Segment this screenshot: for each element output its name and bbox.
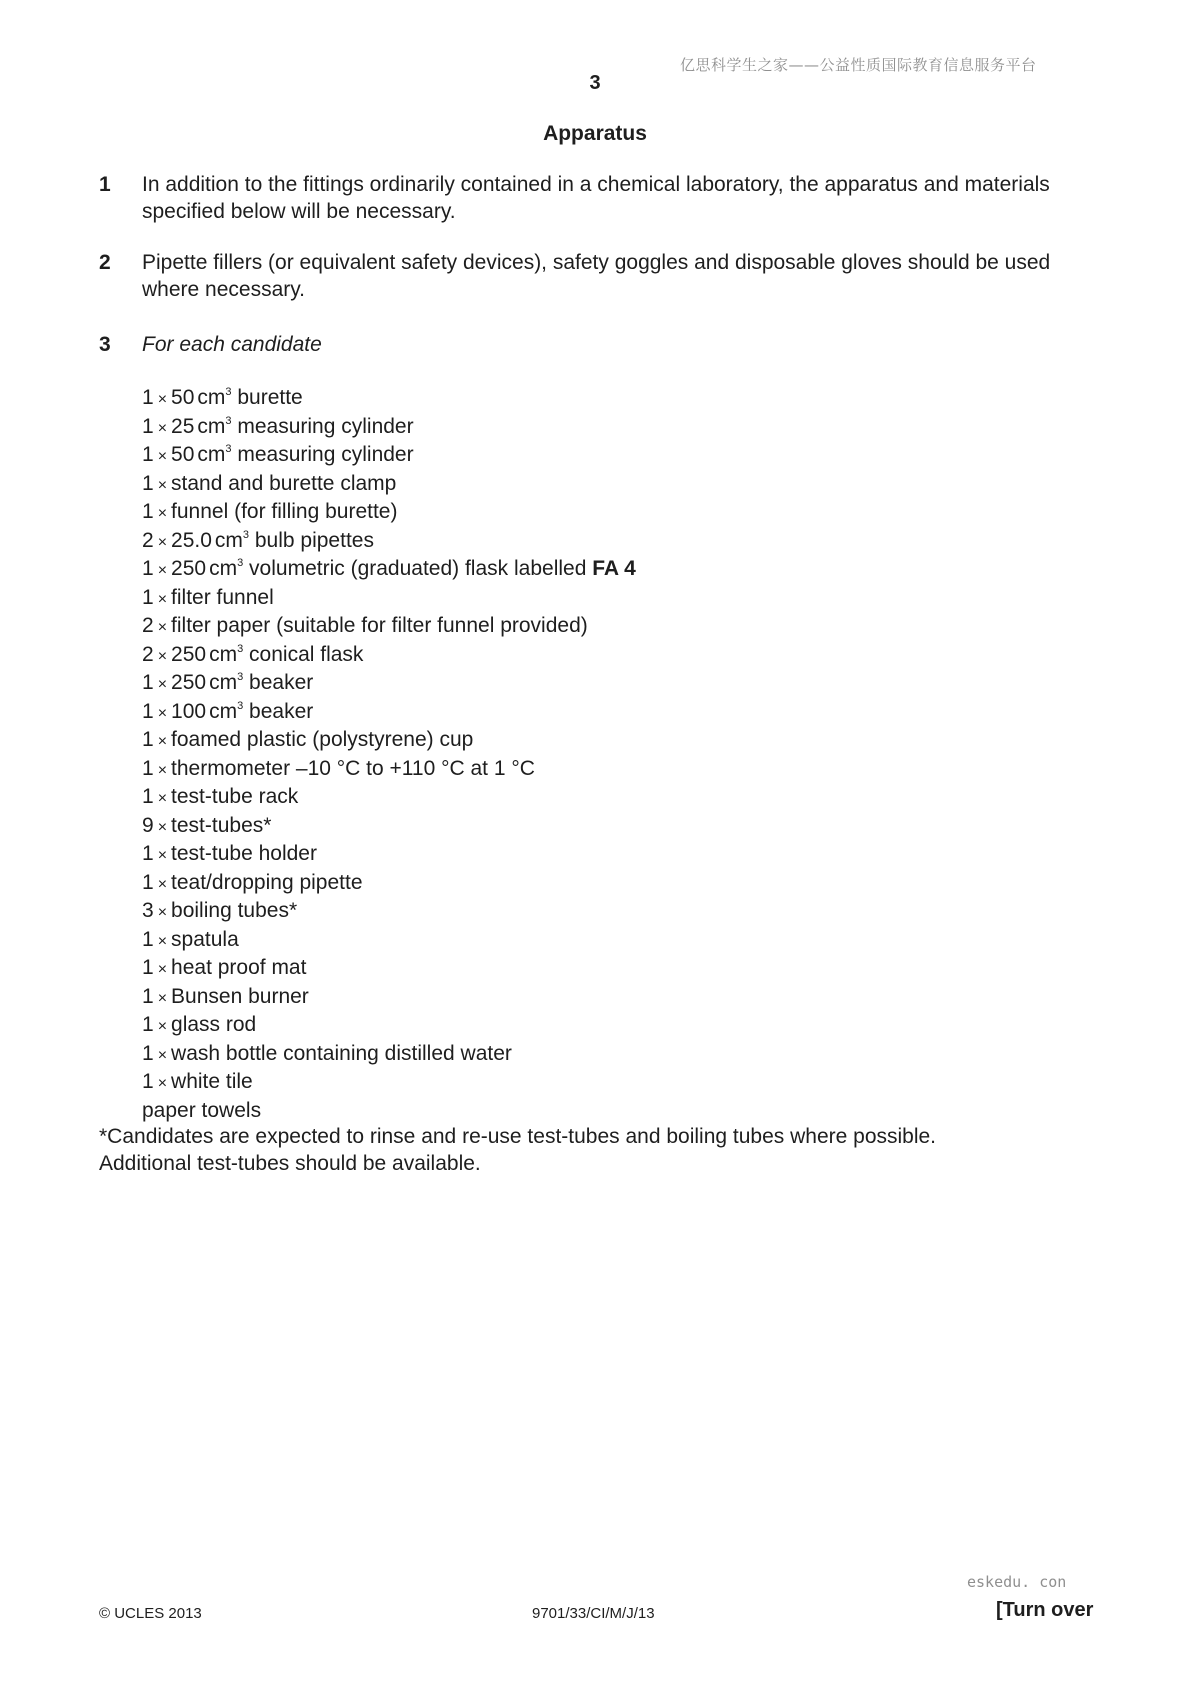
- apparatus-unit: cm: [197, 414, 226, 438]
- apparatus-description: volumetric (graduated) flask labelled: [249, 557, 587, 580]
- apparatus-qty: 1: [142, 557, 154, 580]
- multiply-sign: ×: [157, 904, 168, 921]
- multiply-sign: ×: [157, 932, 168, 950]
- multiply-sign: ×: [157, 989, 168, 1007]
- multiply-sign: ×: [157, 562, 168, 579]
- copyright: © UCLES 2013: [99, 1605, 202, 1622]
- apparatus-item: [142, 813, 636, 842]
- instruction-text: Pipette fillers (or equivalent safety devices), safety goggles and disposable gloves should be used where necessary.: [142, 251, 1051, 301]
- apparatus-description: filter funnel: [171, 585, 274, 609]
- apparatus-item: [142, 756, 636, 785]
- apparatus-description: spatula: [171, 927, 239, 951]
- multiply-sign: ×: [157, 391, 168, 408]
- apparatus-unit: cm: [197, 386, 226, 409]
- apparatus-item: [142, 841, 636, 870]
- apparatus-qty: 1: [142, 386, 154, 409]
- apparatus-qty: 1: [142, 1070, 154, 1093]
- footnote-line: Additional test-tubes should be available.: [99, 1151, 481, 1175]
- apparatus-description: test-tube holder: [171, 842, 317, 865]
- page-title: Apparatus: [543, 122, 647, 145]
- apparatus-item: [142, 784, 636, 813]
- apparatus-description: beaker: [249, 699, 314, 723]
- flask-label: FA 4: [592, 557, 636, 580]
- unit-superscript: 3: [225, 414, 232, 427]
- apparatus-description: glass rod: [171, 1013, 257, 1036]
- unit-superscript: 3: [237, 699, 244, 712]
- apparatus-item: [142, 442, 636, 471]
- multiply-sign: ×: [157, 476, 168, 494]
- apparatus-qty: 2: [142, 614, 154, 637]
- apparatus-item: [142, 642, 636, 671]
- apparatus-unit: cm: [209, 557, 238, 580]
- multiply-sign: ×: [157, 419, 168, 437]
- apparatus-item: [142, 727, 636, 756]
- apparatus-size: 25.0: [171, 528, 212, 552]
- apparatus-item: [142, 1041, 636, 1070]
- apparatus-qty: 3: [142, 899, 154, 922]
- unit-superscript: 3: [237, 557, 244, 569]
- header-watermark: 亿思科学生之家——公益性质国际教育信息服务平台: [680, 56, 1037, 74]
- multiply-sign: ×: [157, 704, 168, 722]
- unit-superscript: 3: [225, 443, 232, 455]
- apparatus-qty: 1: [142, 870, 154, 894]
- apparatus-size: 250: [171, 671, 207, 694]
- instruction-item: [99, 332, 1094, 359]
- apparatus-size: 25: [171, 414, 195, 438]
- apparatus-qty: 1: [142, 756, 154, 780]
- apparatus-item: [142, 984, 636, 1013]
- apparatus-qty: 1: [142, 1013, 154, 1036]
- apparatus-qty: 1: [142, 927, 154, 951]
- instruction-text: In addition to the fittings ordinarily contained in a chemical laboratory, the apparatus and materials specified below will be necessary.: [142, 173, 1050, 223]
- apparatus-qty: 1: [142, 414, 154, 438]
- instruction-number: 1: [99, 173, 111, 196]
- apparatus-list: [142, 385, 636, 1124]
- multiply-sign: ×: [157, 590, 168, 608]
- multiply-sign: ×: [157, 818, 168, 836]
- apparatus-qty: 1: [142, 471, 154, 495]
- apparatus-item: [142, 499, 636, 528]
- instruction-item: [99, 250, 1094, 303]
- footnote: [99, 1124, 1099, 1177]
- instruction-text: For each candidate: [142, 333, 322, 356]
- apparatus-qty: 1: [142, 585, 154, 609]
- unit-superscript: 3: [225, 386, 232, 398]
- apparatus-description: Bunsen burner: [171, 984, 309, 1008]
- instruction-item: [99, 172, 1094, 225]
- apparatus-item: [142, 585, 636, 614]
- apparatus-qty: 2: [142, 528, 154, 552]
- unit-superscript: 3: [237, 671, 244, 683]
- apparatus-qty: 9: [142, 813, 154, 837]
- apparatus-item: [142, 1069, 636, 1098]
- multiply-sign: ×: [157, 676, 168, 693]
- multiply-sign: ×: [157, 505, 168, 522]
- apparatus-description: heat proof mat: [171, 956, 307, 979]
- apparatus-qty: 1: [142, 443, 154, 466]
- apparatus-qty: 1: [142, 1041, 154, 1065]
- apparatus-qty: 1: [142, 785, 154, 808]
- apparatus-description: stand and burette clamp: [171, 471, 397, 495]
- multiply-sign: ×: [157, 761, 168, 779]
- multiply-sign: ×: [157, 961, 168, 978]
- apparatus-description: filter paper (suitable for filter funnel provided): [171, 614, 588, 637]
- apparatus-description: beaker: [249, 671, 314, 694]
- apparatus-item: [142, 556, 636, 585]
- apparatus-item: [142, 699, 636, 728]
- apparatus-qty: 1: [142, 956, 154, 979]
- apparatus-description: teat/dropping pipette: [171, 870, 363, 894]
- apparatus-description: thermometer –10 °C to +110 °C at 1 °C: [171, 756, 535, 780]
- apparatus-qty: 1: [142, 984, 154, 1008]
- apparatus-item: [142, 955, 636, 984]
- apparatus-size: 50: [171, 386, 195, 409]
- apparatus-qty: 1: [142, 671, 154, 694]
- paper-code: 9701/33/CI/M/J/13: [532, 1605, 655, 1622]
- apparatus-unit: cm: [197, 443, 226, 466]
- apparatus-item: [142, 528, 636, 557]
- apparatus-item: [142, 613, 636, 642]
- apparatus-item: [142, 1098, 636, 1125]
- turn-over: [Turn over: [996, 1599, 1094, 1621]
- apparatus-item: [142, 385, 636, 414]
- apparatus-qty: 1: [142, 728, 154, 751]
- apparatus-description: foamed plastic (polystyrene) cup: [171, 728, 474, 751]
- apparatus-description: conical flask: [249, 642, 364, 666]
- multiply-sign: ×: [157, 847, 168, 864]
- unit-superscript: 3: [242, 528, 250, 541]
- apparatus-description: paper towels: [142, 1098, 262, 1122]
- multiply-sign: ×: [157, 619, 168, 636]
- apparatus-size: 250: [171, 642, 207, 666]
- apparatus-item: [142, 927, 636, 956]
- footer-watermark: eskedu. con: [967, 1573, 1067, 1591]
- apparatus-unit: cm: [209, 699, 238, 723]
- apparatus-size: 250: [171, 557, 207, 580]
- apparatus-description: bulb pipettes: [254, 528, 374, 552]
- apparatus-item: [142, 414, 636, 443]
- apparatus-qty: 1: [142, 699, 154, 723]
- apparatus-unit: cm: [214, 528, 243, 552]
- multiply-sign: ×: [157, 448, 168, 465]
- multiply-sign: ×: [157, 1018, 168, 1035]
- apparatus-description: burette: [237, 386, 303, 409]
- instruction-number: 3: [99, 333, 111, 356]
- apparatus-description: measuring cylinder: [237, 414, 414, 438]
- apparatus-description: wash bottle containing distilled water: [171, 1041, 512, 1065]
- apparatus-item: [142, 870, 636, 899]
- apparatus-unit: cm: [209, 642, 238, 666]
- apparatus-qty: 1: [142, 842, 154, 865]
- apparatus-item: [142, 1012, 636, 1041]
- multiply-sign: ×: [157, 647, 168, 665]
- apparatus-description: boiling tubes*: [171, 899, 298, 922]
- footnote-line: *Candidates are expected to rinse and re-use test-tubes and boiling tubes where possible.: [99, 1125, 937, 1148]
- apparatus-item: [142, 670, 636, 699]
- apparatus-item: [142, 471, 636, 500]
- instruction-number: 2: [99, 251, 111, 274]
- apparatus-size: 50: [171, 443, 195, 466]
- multiply-sign: ×: [157, 875, 168, 893]
- multiply-sign: ×: [157, 1075, 168, 1092]
- apparatus-description: test-tube rack: [171, 785, 299, 808]
- apparatus-description: test-tubes*: [171, 813, 272, 837]
- apparatus-description: funnel (for filling burette): [171, 500, 398, 523]
- apparatus-description: white tile: [171, 1070, 253, 1093]
- apparatus-qty: 2: [142, 642, 154, 666]
- multiply-sign: ×: [157, 790, 168, 807]
- apparatus-description: measuring cylinder: [237, 443, 414, 466]
- apparatus-qty: 1: [142, 500, 154, 523]
- apparatus-size: 100: [171, 699, 207, 723]
- page-number: 3: [589, 72, 601, 94]
- multiply-sign: ×: [157, 1046, 168, 1064]
- multiply-sign: ×: [157, 533, 168, 551]
- unit-superscript: 3: [237, 642, 244, 655]
- apparatus-unit: cm: [209, 671, 238, 694]
- multiply-sign: ×: [157, 733, 168, 750]
- apparatus-item: [142, 898, 636, 927]
